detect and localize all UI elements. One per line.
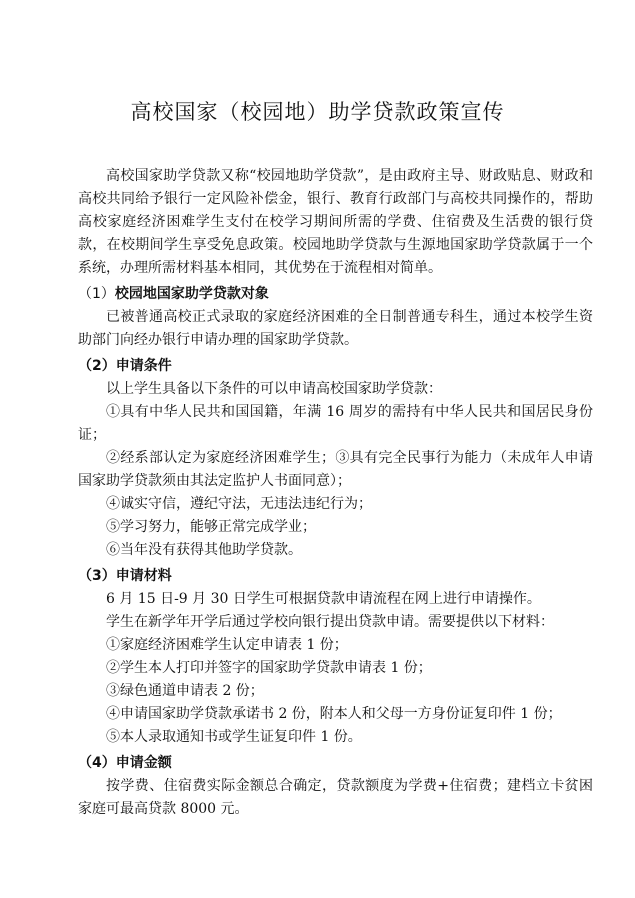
document-title: 高校国家（校园地）助学贷款政策宣传 — [130, 100, 505, 124]
section-2-paragraph-3: ②经系部认定为家庭经济困难学生；③具有完全民事行为能力（未成年人申请国家助学贷款须由其法定监护人书面同意）； — [78, 450, 593, 489]
section-3-paragraph-6: ④申请国家助学贷款承诺书 2 份，附本人和父母一方身份证复印件 1 份； — [106, 706, 562, 722]
section-2-paragraph-5: ⑤学习努力，能够正常完成学业； — [106, 519, 316, 535]
section-3-paragraph-4: ②学生本人打印并签字的国家助学贷款申请表 1 份； — [106, 660, 432, 676]
section-number-1: （1） — [78, 286, 115, 302]
section-2-paragraph-2: ①具有中华人民共和国国籍，年满 16 周岁的需持有中华人民共和国居民身份证； — [78, 404, 593, 443]
section-title-4: 申请金额 — [115, 755, 172, 771]
section-2-paragraph-4: ④诚实守信，遵纪守法，无违法违纪行为； — [106, 496, 372, 512]
section-heading-1 — [78, 283, 593, 306]
section-4-paragraph-1: 按学费、住宿费实际金额总合确定，贷款额度为学费+住宿费；建档立卡贫困家庭可最高贷款 8000 元。 — [78, 778, 593, 817]
section-number-2: （2） — [78, 358, 116, 374]
section-heading-4 — [78, 752, 593, 775]
intro-paragraph: 高校国家助学贷款又称“校园地助学贷款”，是由政府主导、财政贴息、财政和高校共同给予银行一定风险补偿金，银行、教育行政部门与高校共同操作的，帮助高校家庭经济困难学生支付在校学习期间所需的学费、住宿费及生活费的银行贷款，在校期间学生享受免息政策。校园地助学贷款与生源地国家助学贷款属于一个系统，办理所需材料基本相同，其优势在于流程相对简单。 — [78, 168, 593, 276]
section-number-4: （4） — [78, 755, 116, 771]
section-3-paragraph-7: ⑤本人录取通知书或学生证复印件 1 份。 — [106, 729, 362, 745]
document-body — [78, 165, 593, 821]
section-3-paragraph-2: 学生在新学年开学后通过学校向银行提出贷款申请。需要提供以下材料： — [106, 614, 554, 630]
section-title-1: 校园地国家助学贷款对象 — [114, 286, 269, 302]
section-number-3: （3） — [78, 568, 116, 584]
section-title-2: 申请条件 — [115, 358, 172, 374]
section-heading-3 — [78, 565, 593, 588]
section-2-paragraph-6: ⑥当年没有获得其他助学贷款。 — [106, 542, 302, 558]
section-3-paragraph-3: ①家庭经济困难学生认定申请表 1 份； — [106, 637, 348, 653]
section-3-paragraph-1: 6 月 15 日-9 月 30 日学生可根据贷款申请流程在网上进行申请操作。 — [106, 591, 541, 607]
section-3-paragraph-5: ③绿色通道申请表 2 份； — [106, 683, 264, 699]
section-1-paragraph-1: 已被普通高校正式录取的家庭经济困难的全日制普通专科生，通过本校学生资助部门向经办银行申请办理的国家助学贷款。 — [78, 309, 593, 348]
section-2-paragraph-1: 以上学生具备以下条件的可以申请高校国家助学贷款： — [106, 381, 442, 397]
section-title-3: 申请材料 — [115, 568, 172, 584]
section-heading-2 — [78, 355, 593, 378]
